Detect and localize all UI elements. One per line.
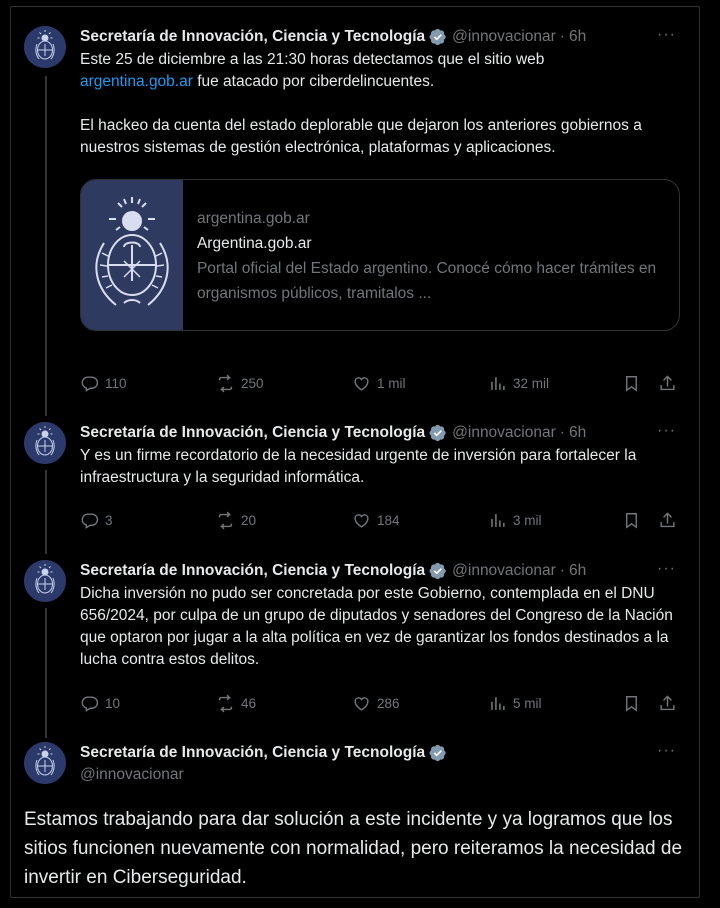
thread-line [45, 470, 47, 554]
avatar[interactable] [24, 560, 66, 602]
focused-tweet-text: Estamos trabajando para dar solución a este incidente y ya logramos que los sitios funcionen nuevamente con normalidad, pero reiteramos la necesidad de invertir en Ciberseguridad. [24, 809, 683, 888]
repost-button[interactable] [216, 693, 256, 713]
more-icon[interactable]: ··· [657, 422, 676, 439]
thread-line [45, 76, 47, 416]
views-count: 5 mil [513, 695, 542, 711]
reply-button[interactable] [80, 510, 113, 530]
share-icon [658, 511, 677, 530]
repost-button[interactable] [216, 373, 264, 393]
repost-icon [216, 374, 235, 393]
tweet-header [80, 560, 684, 582]
tweet-time[interactable]: 6h [568, 562, 587, 579]
link-argentina-gob-ar[interactable]: argentina.gob.ar [80, 73, 193, 90]
like-button[interactable] [352, 693, 400, 713]
verified-badge-icon [429, 744, 447, 762]
reply-icon [80, 511, 99, 530]
views-icon [488, 511, 507, 530]
repost-icon [216, 694, 235, 713]
separator-dot: · [559, 562, 565, 579]
repost-icon [216, 511, 235, 530]
account-name[interactable]: Secretaría de Innovación, Ciencia y Tecnología [80, 28, 426, 45]
bookmark-button[interactable] [622, 693, 641, 713]
tweet-time[interactable]: 6h [568, 424, 587, 441]
share-button[interactable] [658, 693, 677, 713]
card-domain: argentina.gob.ar [196, 210, 310, 227]
reply-button[interactable] [80, 373, 127, 393]
reply-count: 110 [105, 375, 127, 391]
bookmark-icon [622, 374, 641, 393]
tweet-text: Y es un firme recordatorio de la necesidad urgente de inversión para fortalecer la infraestructura y la seguridad informática. [80, 447, 637, 486]
share-icon [658, 694, 677, 713]
tweet-text-paragraph: El hackeo da cuenta del estado deplorable que dejaron los anteriores gobiernos a nuestros sistemas de gestión electrónica, plataformas y aplicaciones. [80, 117, 642, 156]
account-handle[interactable]: @innovacionar [452, 28, 556, 45]
account-name[interactable]: Secretaría de Innovación, Ciencia y Tecnología [80, 744, 426, 761]
card-title: Argentina.gob.ar [196, 235, 312, 252]
bookmark-button[interactable] [622, 373, 641, 393]
account-handle[interactable]: @innovacionar [80, 766, 184, 783]
thread-line [45, 608, 47, 738]
bookmark-button[interactable] [622, 510, 641, 530]
tweet-text [80, 49, 684, 159]
tweet-text-fragment: fue atacado por ciberdelincuentes. [192, 73, 435, 90]
tweet-header [80, 26, 684, 48]
like-button[interactable] [352, 510, 400, 530]
share-button[interactable] [658, 373, 677, 393]
views-icon [488, 374, 507, 393]
like-count: 286 [377, 695, 400, 711]
tweet-text-line: Este 25 de diciembre a las 21:30 horas detectamos que el sitio web [80, 51, 545, 68]
account-handle[interactable]: @innovacionar [452, 424, 556, 441]
tweet-header [80, 742, 684, 764]
like-icon [352, 511, 371, 530]
views-button[interactable] [488, 693, 542, 713]
views-icon [488, 694, 507, 713]
reply-icon [80, 694, 99, 713]
tweet-actions [80, 693, 684, 713]
repost-count: 250 [241, 375, 264, 391]
reply-button[interactable] [80, 693, 120, 713]
separator-dot: · [559, 424, 565, 441]
verified-badge-icon [429, 28, 447, 46]
like-icon [352, 694, 371, 713]
views-button[interactable] [488, 373, 549, 393]
views-count: 3 mil [513, 512, 542, 528]
views-button[interactable] [488, 510, 542, 530]
repost-count: 20 [241, 512, 257, 528]
bookmark-icon [622, 694, 641, 713]
tweet-text-line [80, 71, 684, 93]
verified-badge-icon [429, 562, 447, 580]
reply-icon [80, 374, 99, 393]
more-icon[interactable]: ··· [657, 742, 676, 759]
reply-count: 3 [105, 512, 113, 528]
repost-button[interactable] [216, 510, 256, 530]
tweet-header [80, 422, 684, 444]
card-description: Portal oficial del Estado argentino. Conocé cómo hacer trámites en organismos públicos, tramitalos ... [196, 260, 657, 302]
tweet-time[interactable]: 6h [568, 28, 587, 45]
verified-badge-icon [429, 424, 447, 442]
like-count: 1 mil [377, 375, 406, 391]
national-emblem-icon [84, 195, 180, 315]
account-name[interactable]: Secretaría de Innovación, Ciencia y Tecnología [80, 562, 426, 579]
like-button[interactable] [352, 373, 406, 393]
tweet-actions [80, 510, 684, 530]
card-image [81, 180, 183, 330]
account-name[interactable]: Secretaría de Innovación, Ciencia y Tecnología [80, 424, 426, 441]
like-icon [352, 374, 371, 393]
account-handle[interactable]: @innovacionar [452, 562, 556, 579]
avatar[interactable] [24, 742, 66, 784]
link-card[interactable] [80, 179, 680, 331]
more-icon[interactable]: ··· [657, 26, 676, 43]
avatar[interactable] [24, 422, 66, 464]
tweet-text: Dicha inversión no pudo ser concretada por este Gobierno, contemplada en el DNU 656/2024, por culpa de un grupo de diputados y senadores del Congreso de la Nación que optaron por jugar a la alta política en vez de garantizar los fondos destinados a la lucha contra estos delitos. [80, 585, 673, 668]
like-count: 184 [377, 512, 400, 528]
bookmark-icon [622, 511, 641, 530]
share-icon [658, 374, 677, 393]
repost-count: 46 [241, 695, 257, 711]
more-icon[interactable]: ··· [657, 560, 676, 577]
share-button[interactable] [658, 510, 677, 530]
reply-count: 10 [105, 695, 121, 711]
separator-dot: · [559, 28, 565, 45]
tweet-actions [80, 373, 684, 393]
views-count: 32 mil [513, 375, 550, 391]
avatar[interactable] [24, 26, 66, 68]
